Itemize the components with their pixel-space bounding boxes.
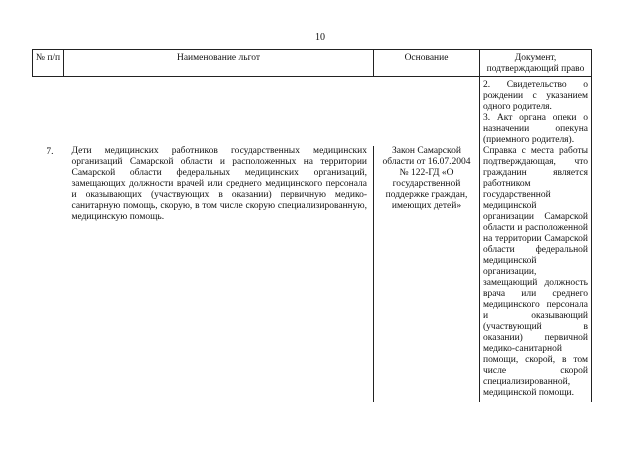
- continuation-item: 2. Свидетельство о рождении с указанием одного родителя.: [483, 80, 588, 112]
- row-number: 7.: [46, 147, 54, 157]
- header-basis: Основание: [374, 50, 480, 77]
- benefit-basis: Закон Самарской области от 16.07.2004 № 122-ГД «О государственной поддержке граждан, имеющих детей»: [374, 146, 480, 402]
- benefits-table: [32, 49, 592, 402]
- header-document: Документ, подтверждающий право: [480, 50, 592, 77]
- table-header-row: [33, 50, 592, 77]
- continuation-item: 3. Акт органа опеки о назначении опекуна (приемного родителя).: [483, 113, 588, 145]
- continuation-document-cell: [480, 77, 592, 147]
- page-number: 10: [315, 32, 325, 43]
- table-row: [33, 146, 592, 402]
- continuation-row: [33, 77, 592, 147]
- header-name: Наименование льгот: [64, 50, 374, 77]
- benefit-document: Справка с места работы подтверждающая, что гражданин является работником государственной медицинской организации Самарской области и расположенной на территории Самарской области федеральной медицинской организации, замещающий должность врача или среднего медицинского персонала и оказывающий (участвующий в оказании) первичной медико-санитарной помощи, скорой, в том числе скорой специализированной, медицинской помощи.: [480, 146, 592, 402]
- header-num: № п/п: [33, 50, 64, 77]
- benefit-name: Дети медицинских работников государственных медицинских организаций Самарской области и расположенных на территории Самарской области федеральных медицинских организаций, замещающих должности врачей или среднего медицинского персонала и оказывающих (участвующих в оказании) первичную медико-санитарную помощь, скорую, в том числе скорую специализированную, медицинскую помощь.: [71, 146, 367, 222]
